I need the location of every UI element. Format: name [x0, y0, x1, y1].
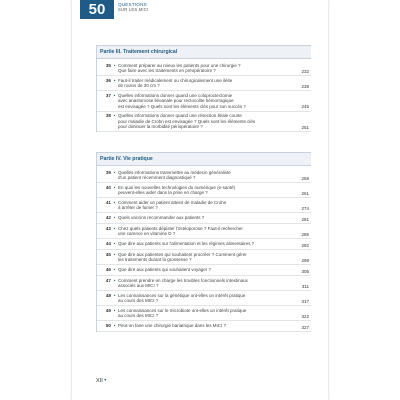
toc-entry[interactable] — [97, 239, 311, 250]
bullet-icon: • — [113, 113, 116, 118]
series-number-badge: 50 — [80, 0, 114, 19]
series-title-line2: SUR LES MICI — [118, 7, 149, 13]
bullet-icon: • — [113, 307, 116, 313]
section-title: Partie III. Traitement chirurgical — [96, 45, 311, 59]
page-number: 317 — [301, 298, 309, 304]
section-practical-life — [96, 152, 311, 332]
bullet-icon: • — [113, 92, 116, 98]
section-surgical-treatment — [96, 45, 311, 132]
question-text: Faut-il traiter médicalement ou chirurgicalement une iléite de moins de 30 cm ? — [118, 77, 233, 88]
toc-entries — [96, 59, 311, 132]
question-number: 44 — [105, 240, 111, 246]
question-text: Comment préparer au mieux les patients pour une chirurgie ? Que faire avec les traitements en préopératoire ? — [118, 62, 241, 73]
page-number: 251 — [301, 124, 309, 130]
bullet-icon: • — [113, 184, 116, 190]
page-number: 286 — [301, 231, 309, 237]
page-number: 238 — [301, 83, 309, 89]
bullet-icon: • — [113, 251, 116, 257]
bullet-icon: • — [113, 214, 116, 220]
question-text: Que dire aux patientes qui souhaitent procréer ? Comment gérer les traitements durant la grossesse ? — [118, 251, 247, 262]
question-number: 38 — [105, 113, 111, 118]
toc-entry[interactable] — [97, 61, 311, 76]
question-text: Quels vaccins recommander aux patients ? — [118, 214, 205, 220]
bullet-icon: • — [113, 77, 116, 83]
question-number: 46 — [105, 266, 111, 272]
question-number: 47 — [105, 277, 111, 283]
toc-entry[interactable] — [97, 183, 311, 198]
page-number: 232 — [301, 68, 309, 74]
toc-entry[interactable] — [97, 198, 311, 213]
page-number: 305 — [301, 268, 309, 274]
toc-entries — [96, 166, 311, 332]
question-number: 48 — [105, 292, 111, 298]
toc-entry[interactable] — [97, 91, 311, 112]
bullet-icon: • — [113, 266, 116, 272]
question-text: Quelles informations donner quand une résection iléale courte pour maladie de Crohn est envisagée ? Quels sont les éléments clés pour diminuer la morbidité périopératoire ? — [118, 113, 256, 129]
page-number: 298 — [301, 257, 309, 263]
question-number: 45 — [105, 251, 111, 257]
bullet-icon: • — [113, 199, 116, 205]
book-page — [72, 0, 328, 400]
question-number: 37 — [105, 92, 111, 98]
question-text: Que dire aux patients sur l'alimentation et les régimes alimentaires ? — [118, 240, 255, 246]
bullet-icon: • — [113, 240, 116, 246]
question-text: Que dire aux patients qui souhaitent voyager ? — [118, 266, 212, 272]
toc-entry[interactable] — [97, 306, 311, 321]
toc-entry[interactable] — [97, 265, 311, 276]
page-number: 245 — [301, 104, 309, 109]
page-number: 292 — [301, 242, 309, 248]
question-number: 41 — [105, 199, 111, 205]
question-number: 39 — [105, 169, 111, 175]
toc-entry[interactable] — [97, 321, 311, 332]
question-text: Comment prendre en charge les troubles fonctionnels intestinaux associés aux MICI ? — [118, 277, 248, 288]
toc-entry[interactable] — [97, 213, 311, 224]
toc-entry[interactable] — [97, 276, 311, 291]
page-number: 311 — [301, 283, 309, 289]
page-number: 281 — [301, 216, 309, 222]
question-text: Comment aider un patient atteint de maladie de Crohn à arrêter de fumer ? — [118, 199, 227, 210]
bullet-icon: • — [113, 322, 116, 328]
folio-number: XII — [96, 378, 103, 384]
question-text: Quelles informations donner quand une coloproctectomie avec anastomose iléoanale pour rectocolite hémorragique est envisagée ? Quels sont les éléments clés pour son succès ? — [118, 92, 246, 109]
question-number: 50 — [105, 322, 111, 328]
question-number: 49 — [105, 307, 111, 313]
page-number: 327 — [301, 324, 309, 330]
question-text: Les connaissances sur la génétique ont-elles un intérêt pratique au cours des MICI ? — [118, 292, 246, 303]
page-folio — [96, 378, 106, 384]
toc-entry[interactable] — [97, 168, 311, 183]
question-number: 35 — [105, 62, 111, 68]
question-text: Quelles informations transmettre au médecin généraliste d'un patient récemment diagnostiqué ? — [118, 169, 231, 180]
question-text: En quoi les nouvelles technologies du numérique (e-santé) peuvent-elles aider dans la prise en charge ? — [118, 184, 236, 195]
folio-bullet: • — [104, 378, 107, 384]
bullet-icon: • — [113, 169, 116, 175]
toc-entry[interactable] — [97, 224, 311, 239]
series-title — [118, 2, 148, 13]
bullet-icon: • — [113, 277, 116, 283]
question-text: Peut-on faire une chirurgie bariatrique dans les MICI ? — [118, 322, 227, 328]
toc-entry[interactable] — [97, 250, 311, 265]
page-number: 274 — [301, 205, 309, 211]
question-number: 36 — [105, 77, 111, 83]
toc-entry[interactable] — [97, 76, 311, 91]
bullet-icon: • — [113, 225, 116, 231]
question-number: 42 — [105, 214, 111, 220]
bullet-icon: • — [113, 292, 116, 298]
question-number: 40 — [105, 184, 111, 190]
toc-entry[interactable] — [97, 112, 311, 133]
series-title-line1: QUESTIONS — [118, 2, 147, 7]
question-number: 43 — [105, 225, 111, 231]
question-text: Les connaissances sur le microbiote ont-elles un intérêt pratique au cours des MICI ? — [118, 307, 247, 318]
question-text: Chez quels patients dépister l'ostéoporose ? Faut-il rechercher une carence en vitamine D ? — [118, 225, 243, 236]
page-number: 258 — [301, 175, 309, 181]
page-number: 261 — [301, 190, 309, 196]
bullet-icon: • — [113, 62, 116, 68]
section-title: Partie IV. Vie pratique — [96, 152, 311, 166]
page-number: 322 — [301, 313, 309, 319]
toc-entry[interactable] — [97, 291, 311, 306]
